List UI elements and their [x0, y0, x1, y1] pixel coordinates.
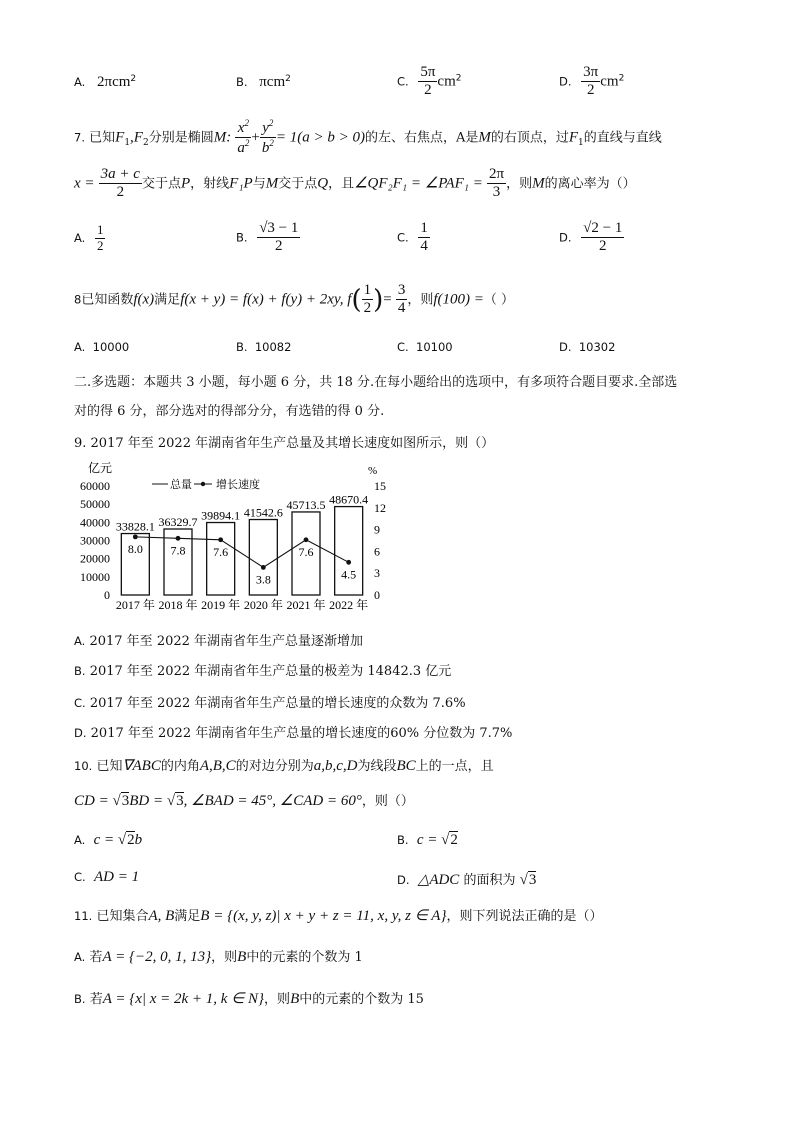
- q8-option-d: D. 10302: [559, 340, 616, 354]
- y2-tick-label: 9: [374, 522, 380, 537]
- q9-option-d: D. 2017 年至 2022 年湖南省年生产总量的增长速度的60% 分位数为 7.7%: [74, 726, 513, 741]
- q9-option-c: C. 2017 年至 2022 年湖南省年生产总量的增长速度的众数为 7.6%: [74, 696, 466, 711]
- legend-line-marker: [201, 482, 205, 486]
- y-tick-label: 30000: [80, 533, 110, 548]
- q8-option-c: C. 10100: [397, 340, 453, 354]
- y2-tick-label: 0: [374, 588, 380, 602]
- q7-stem-line2: x = $\frac{3a + c}{2}$ 交于点P，射线F₁P与M交于点Q，且∠QF₂F₁ = ∠PAF₁ = $\frac{2\pi}{3}$ ，则M的离心率为（）: [74, 166, 636, 201]
- x-tick-label: 2018 年: [158, 598, 198, 612]
- q6-option-c: C. $\frac{5\pi}{2}$ $cm^2$: [397, 64, 462, 99]
- growth-line: [135, 537, 348, 568]
- q6-option-d: D. $\frac{3\pi}{2}$ $cm^2$: [559, 64, 625, 99]
- q8-stem: 8已知函数f(x)满足f(x + y) = f(x) + f(y) + 2xy, f( $\frac{1}{2}$ )= $\frac{3}{4}$ ，则f(100) =（ ）: [74, 282, 515, 317]
- q7-stem-line1: 7. 已知$F_1,F_2$分别是椭圆M: $\frac{x^2}{a^2}$ + $\frac{y^2}{b^2}$ = 1(a > b > 0)的左、右焦点，A是M的右顶点，过$F_1$的直线与直线: [74, 118, 662, 157]
- q11-option-b: B. 若A = {x| x = 2k + 1, k ∈ N}，则B中的元素的个数为 15: [74, 991, 424, 1007]
- y2-tick-label: 12: [374, 500, 386, 515]
- bar-value-label: 48670.4: [329, 492, 369, 507]
- q8-option-a: A. 10000: [74, 340, 130, 354]
- y-axis-label: 亿元: [88, 461, 113, 475]
- legend-bar-label: 总量: [170, 479, 192, 491]
- section2-line1: 二.多选题：本题共 3 小题，每小题 6 分，共 18 分.在每小题给出的选项中，有多项符合题目要求.全部选: [74, 375, 678, 390]
- y-tick-label: 0: [104, 588, 110, 602]
- growth-value-label: 7.8: [170, 543, 186, 558]
- y2-axis-label: %: [368, 465, 378, 477]
- q9-chart: [70, 458, 400, 616]
- growth-value-label: 7.6: [213, 544, 229, 559]
- growth-value-label: 8.0: [127, 541, 143, 556]
- q10-option-d: D. △ADC 的面积为 √3: [397, 872, 537, 888]
- q10-option-b: B. c = √2: [397, 832, 458, 848]
- y2-tick-label: 3: [374, 566, 380, 581]
- q10-stem-line1: 10. 已知∇ABC的内角A,B,C的对边分别为a,b,c,D为线段BC上的一点，且: [74, 758, 494, 774]
- q7-option-b: B. $\frac{√3 - 1}{2}$: [236, 220, 299, 255]
- bar-value-label: 45713.5: [286, 497, 326, 512]
- growth-value-label: 4.5: [341, 567, 357, 582]
- q7-option-c: C. $\frac{1}{4}$: [397, 220, 428, 255]
- x-tick-label: 2022 年: [329, 598, 369, 612]
- y2-tick-label: 15: [374, 479, 386, 493]
- q10-option-a: A. c = √2b: [74, 832, 143, 848]
- y2-tick-label: 6: [374, 544, 380, 559]
- x-tick-label: 2021 年: [286, 598, 326, 612]
- bar-value-label: 33828.1: [115, 519, 155, 534]
- y-tick-label: 40000: [80, 515, 110, 530]
- q6-option-a: A. 2πcm$^2$: [74, 74, 137, 90]
- q7-option-d: D. $\frac{√2 - 1}{2}$: [559, 220, 623, 255]
- bar-value-label: 41542.6: [243, 505, 283, 520]
- section2-line2: 对的得 6 分，部分选对的得部分分，有选错的得 0 分.: [74, 404, 385, 419]
- q10-option-c: C. AD = 1: [74, 869, 140, 885]
- y-tick-label: 20000: [80, 551, 110, 566]
- y-tick-label: 60000: [80, 479, 110, 493]
- growth-point: [133, 534, 138, 539]
- growth-point: [261, 565, 266, 570]
- x-tick-label: 2019 年: [201, 598, 241, 612]
- growth-value-label: 3.8: [255, 572, 271, 587]
- growth-point: [346, 560, 351, 565]
- q9-stem: 9. 2017 年至 2022 年湖南省年生产总量及其增长速度如图所示，则（）: [74, 436, 495, 451]
- bar-value-label: 39894.1: [201, 508, 241, 523]
- growth-point: [176, 536, 181, 541]
- q11-stem: 11. 已知集合A, B满足B = {(x, y, z)| x + y + z = 11, x, y, z ∈ A}，则下列说法正确的是（）: [74, 908, 603, 924]
- y-tick-label: 50000: [80, 497, 110, 512]
- q6-option-b: B. πcm$^2$: [236, 74, 291, 90]
- q11-option-a: A. 若A = {−2, 0, 1, 13}，则B中的元素的个数为 1: [74, 949, 363, 965]
- q7-option-a: A. $\frac{1}{2}$: [74, 222, 104, 253]
- growth-point: [304, 537, 309, 542]
- legend-line-label: 增长速度: [216, 479, 260, 491]
- q9-option-a: A. 2017 年至 2022 年湖南省年生产总量逐渐增加: [74, 634, 364, 649]
- growth-point: [218, 537, 223, 542]
- x-tick-label: 2017 年: [115, 598, 155, 612]
- q8-option-b: B. 10082: [236, 340, 292, 354]
- q9-option-b: B. 2017 年至 2022 年湖南省年生产总量的极差为 14842.3 亿元: [74, 664, 452, 679]
- bar: [335, 507, 363, 595]
- q10-stem-line2: CD = √3BD = √3, ∠BAD = 45°, ∠CAD = 60°，则（）: [74, 793, 414, 809]
- bar-value-label: 36329.7: [158, 515, 198, 530]
- growth-value-label: 7.6: [298, 544, 314, 559]
- y-tick-label: 10000: [80, 569, 110, 584]
- x-tick-label: 2020 年: [243, 598, 283, 612]
